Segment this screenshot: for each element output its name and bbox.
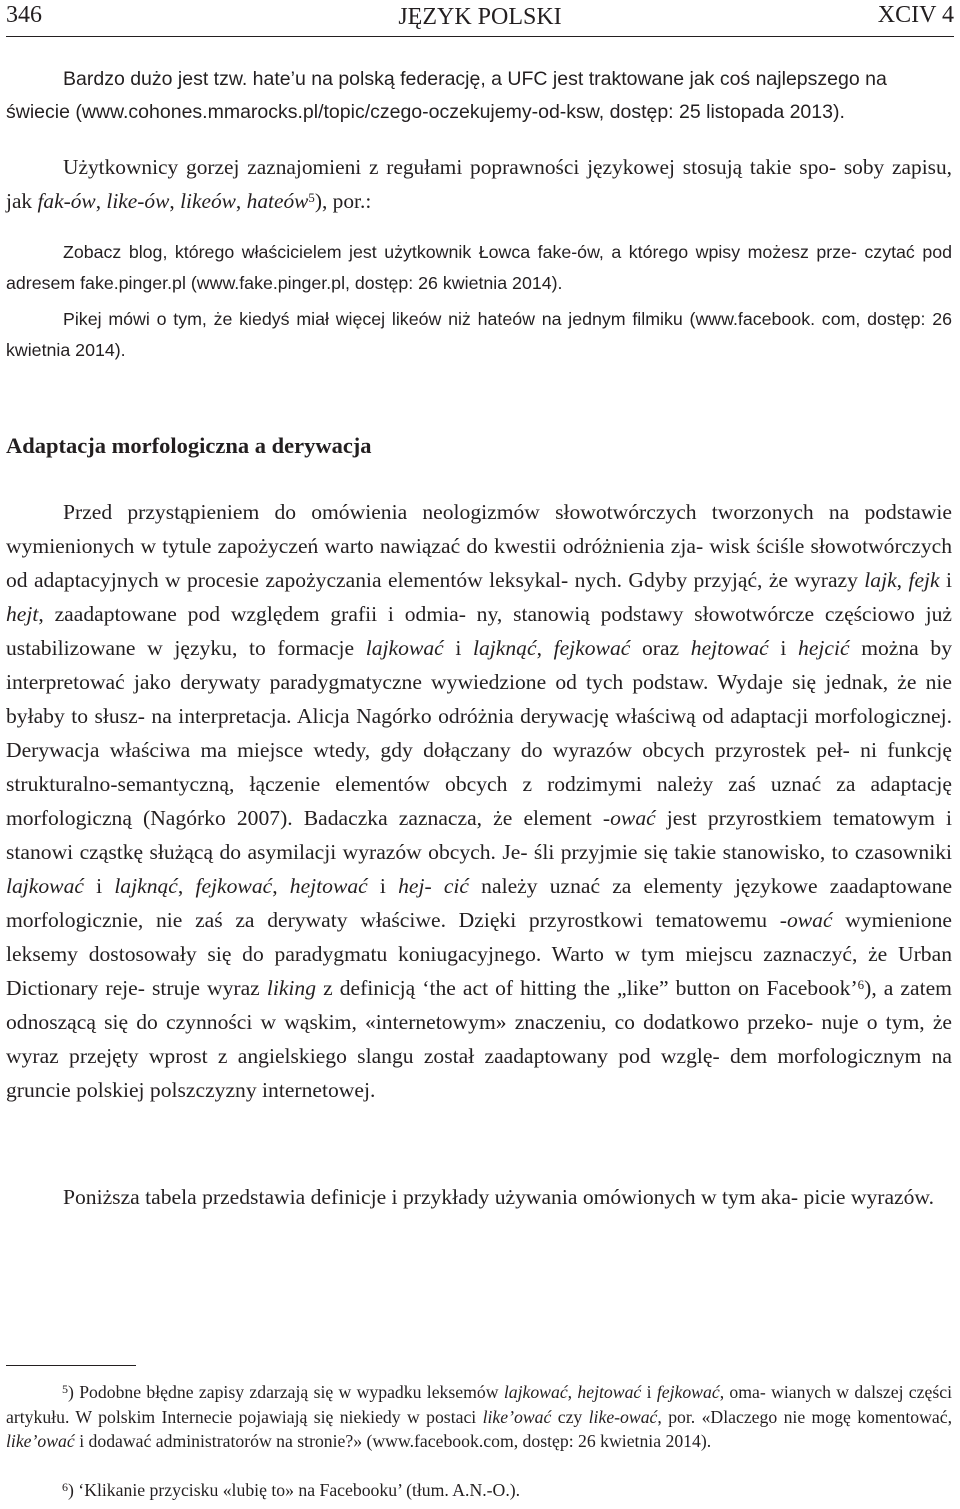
- paragraph-table-intro: Poniższa tabela przedstawia definicje i przykłady używania omówionych w tym aka- picie wyrazów.: [63, 1185, 935, 1209]
- paragraph-adaptation-derivation: Przed przystąpieniem do omówienia neologizmów słowotwórczych tworzonych na podstawie wymienionych w tytule zapożyczeń warto nawiązać do kwestii odróżnienia zja- wisk ściśle słowotwórczych od adaptacyjnych w procesie zapożyczania elementów leksykal- nych. Gdyby przyjąć, że wyrazy lajk, fejk i hejt, zaadaptowane pod względem grafii i odmia- ny, stanowią podstawy słowotwórcze częściowo już ustabilizowane w języku, to formacje lajkować i lajknąć, fejkować oraz hejtować i hejcić można by interpretować jako derywaty paradygmatyczne wywiedzione od tych podstaw. Wydaje się jednak, że nie byłaby to słusz- na interpretacja. Alicja Nagórko odróżnia derywację właściwą od adaptacji morfologicznej. Derywacja właściwa ma miejsce wtedy, gdy dołączany do wyrazów obcych przyrostek peł- ni funkcję strukturalno-semantyczną, łączenie elementów obcych z rodzimymi należy zaś uznać za adaptację morfologiczną (Nagórko 2007). Badaczka zaznacza, że element -ować jest przyrostkiem tematowym i stanowi cząstkę służącą do asymilacji wyrazów obcych. Je- śli przyjmie się takie stanowisko, to czasowniki lajkować i lajknąć, fejkować, hejtować i hej- cić należy uznać za elementy językowe zaadaptowane morfologicznie, nie zaś za derywaty właściwe. Dzięki przyrostkowi tematowemu -ować wymienione leksemy dostosowały się do paradygmatu koniugacyjnego. Warto w tym miejscu zaznaczyć, że Urban Dictionary reje- struje wyraz liking z definicją ‘the act of hitting the „like” button on Facebook’$^6$), a zatem odnoszącą się do czynności w wąskim, «internetowym» znaczeniu, co dodatkowo przeko- nuje o tym, że wyraz przejęty wprost z angielskiego slangu został zaadaptowany pod wzglę- dem morfologicznym na gruncie polskiej polszczyzny internetowej.: [6, 500, 953, 1102]
- paragraph-spelling-variants: Użytkownicy gorzej zaznajomieni z regułami poprawności językowej stosują takie spo- soby zapisu, jak fak-ów, like-ów, likeów, hateów$^5$), por.:: [6, 155, 952, 214]
- footnote-ref-6: 6: [857, 977, 865, 992]
- footnote-5: $^5$) Podobne błędne zapisy zdarzają się w wypadku leksemów lajkować, hejtować i fejkować, oma- wianych w dalszej części artykułu. W polskim Internecie pojawiają się niekiedy w postaci like’ować czy like-ować, por. «Dlaczego nie mogę komentować, like’ować i dodawać administratorów na stronie?» (www.facebook.com, dostęp: 26 kwietnia 2014).: [6, 1382, 953, 1451]
- page-number: 346: [6, 2, 42, 28]
- footnote-6: $^6$) ‘Klikanie przycisku «lubię to» na Facebooku’ (tłum. A.N.-O.).: [62, 1480, 521, 1500]
- quote-line-1: Bardzo dużo jest tzw. hate’u na polską federację, a UFC jest traktowane jak coś najlepszego na: [63, 68, 887, 90]
- example-quote-2: Pikej mówi o tym, że kiedyś miał więcej likeów niż hateów na jednym filmiku (www.facebook. com, dostęp: 26 kwietnia 2014).: [6, 309, 952, 360]
- running-header: [6, 0, 954, 34]
- volume-issue: XCIV 4: [877, 2, 954, 28]
- header-rule: [6, 36, 954, 37]
- footnote-ref-5: 5: [308, 191, 315, 206]
- footnote-rule: [6, 1365, 136, 1366]
- quote-line-2: świecie (www.cohones.mmarocks.pl/topic/czego-oczekujemy-od-ksw, dostęp: 25 listopada 2013).: [6, 101, 845, 123]
- journal-title: JĘZYK POLSKI: [398, 4, 562, 30]
- example-quote-1: Zobacz blog, którego właścicielem jest użytkownik Łowca fake-ów, a którego wpisy możesz prze- czytać pod adresem fake.pinger.pl (www.fake.pinger.pl, dostęp: 26 kwietnia 2014).: [6, 242, 952, 293]
- section-heading: Adaptacja morfologiczna a derywacja: [6, 433, 372, 458]
